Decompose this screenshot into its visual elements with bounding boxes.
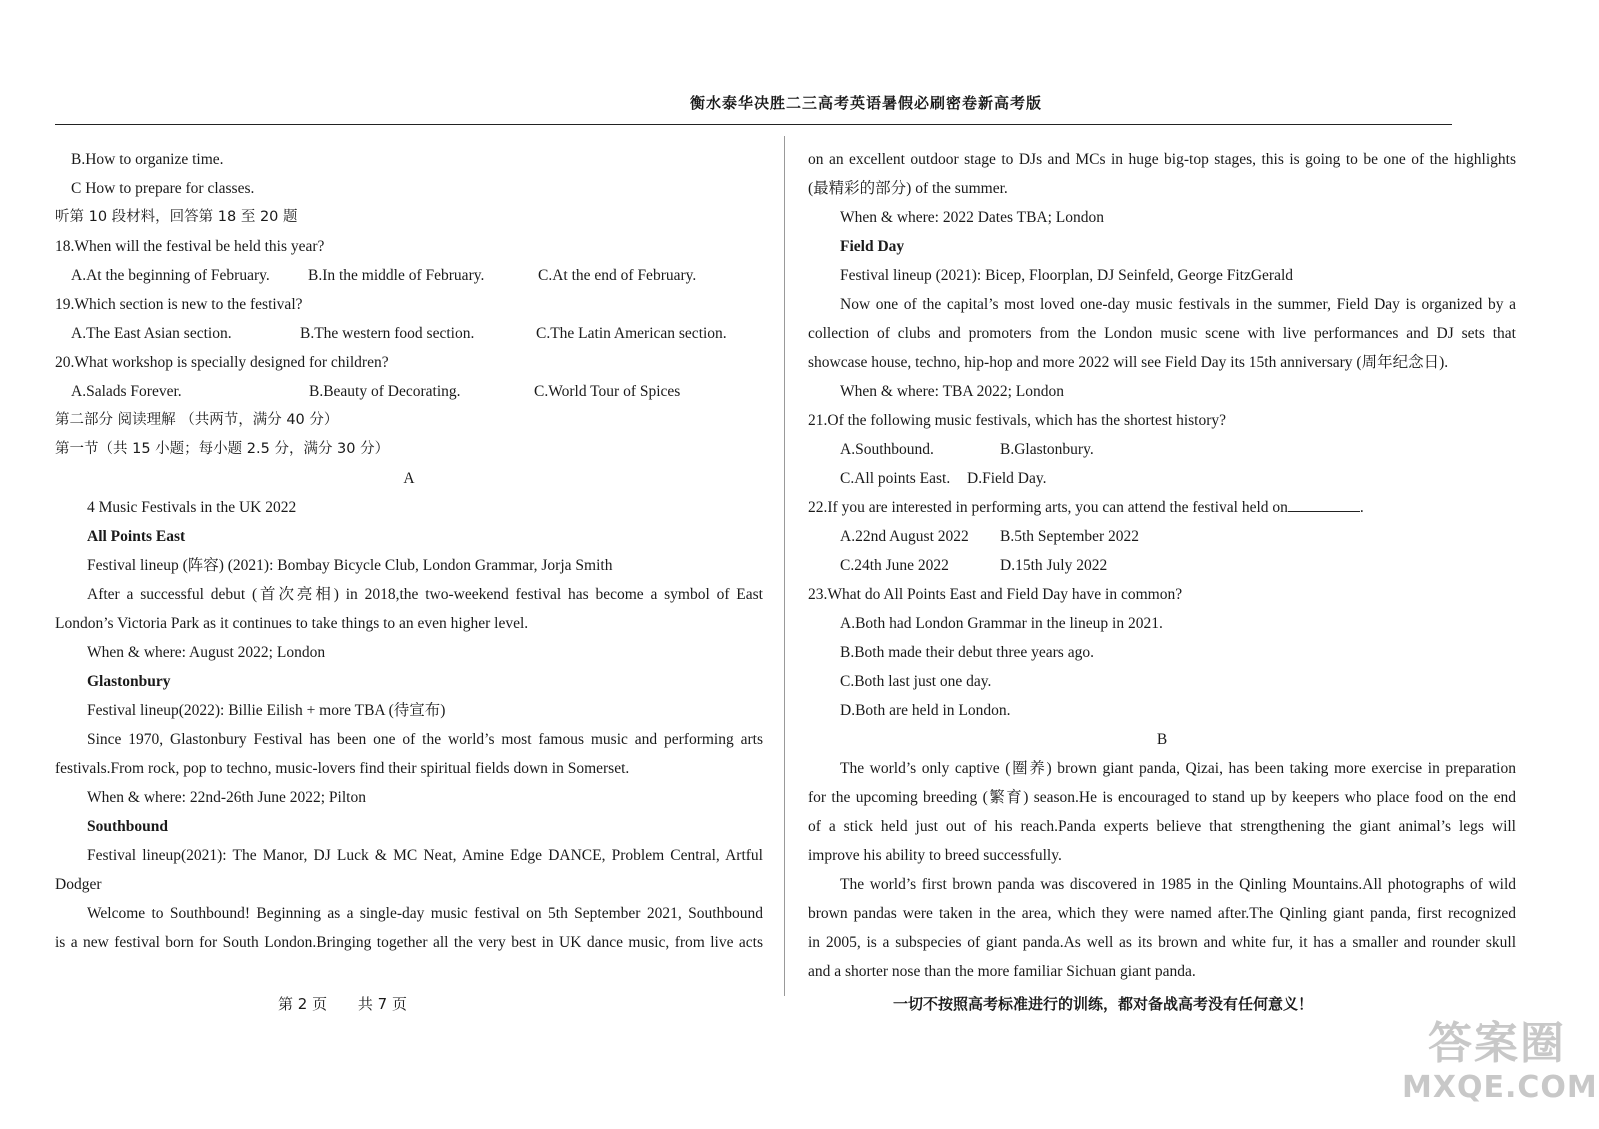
listening-instruction: 听第 10 段材料，回答第 18 至 20 题 [55, 209, 298, 225]
all-points-east-when: When & where: August 2022; London [87, 644, 326, 661]
southbound-when: When & where: 2022 Dates TBA; London [840, 209, 1105, 226]
header-divider [55, 124, 1452, 125]
southbound-text-line: (最精彩的部分) of the summer. [808, 180, 1008, 197]
q18-option-b: B.In the middle of February. [308, 267, 485, 284]
question-21-options-row-1 [808, 435, 1516, 464]
right-column [808, 145, 1516, 986]
part-two-heading: 第二部分 阅读理解 （共两节，满分 40 分） [55, 412, 339, 428]
festival-name-all-points-east: All Points East [87, 528, 186, 545]
glastonbury-text-line: Since 1970, Glastonbury Festival has been one of the world’s most famous music and performing arts [87, 731, 763, 748]
q19-option-a: A.The East Asian section. [71, 325, 232, 342]
passage-b-text-line: The world’s only captive (圈养) brown giant panda, Qizai, has been taking more exercise in preparation [840, 760, 1516, 777]
question-22-options-row-1 [808, 522, 1516, 551]
question-18: 18.When will the festival be held this year? [55, 238, 325, 255]
q21-option-b: B.Glastonbury. [1000, 441, 1094, 458]
passage-b-text-line: The world’s first brown panda was discovered in 1985 in the Qinling Mountains.All photographs of wild [840, 876, 1516, 893]
q22-option-c: C.24th June 2022 [840, 557, 949, 574]
q17-option-b: B.How to organize time. [71, 151, 224, 168]
question-22 [808, 493, 1516, 522]
question-18-options [55, 261, 763, 290]
festival-name-southbound: Southbound [87, 818, 169, 835]
q23-option-d: D.Both are held in London. [840, 702, 1011, 719]
southbound-text-line: Welcome to Southbound! Beginning as a single-day music festival on 5th September 2021, Southbound [87, 905, 763, 922]
watermark-logo-text: 答案圈 [1428, 1018, 1566, 1069]
field-day-lineup: Festival lineup (2021): Bicep, Floorplan, DJ Seinfeld, George FitzGerald [840, 267, 1294, 284]
passage-a-label: A [403, 470, 415, 487]
q21-option-c: C.All points East. [840, 470, 951, 487]
glastonbury-text-line: festivals.From rock, pop to techno, music-lovers find their spiritual fields down in Somerset. [55, 760, 630, 777]
passage-b-text-line: of a stick held just out of his reach.Panda experts believe that strengthening the giant animal’s legs will [808, 818, 1516, 835]
q23-option-b: B.Both made their debut three years ago. [840, 644, 1094, 661]
q19-option-c: C.The Latin American section. [536, 325, 727, 342]
q20-option-c: C.World Tour of Spices [534, 383, 681, 400]
southbound-lineup: Festival lineup(2021): The Manor, DJ Luck & MC Neat, Amine Edge DANCE, Problem Central, Artful [87, 847, 763, 864]
q21-option-d: D.Field Day. [967, 470, 1047, 487]
q22-option-b: B.5th September 2022 [1000, 528, 1140, 545]
all-points-east-text-line: After a successful debut (首次亮相) in 2018,the two-weekend festival has become a symbol of East [87, 586, 763, 603]
q21-option-a: A.Southbound. [840, 441, 934, 458]
question-22-end: . [1359, 499, 1364, 516]
southbound-text-line: on an excellent outdoor stage to DJs and MCs in huge big-top stages, this is going to be one of the highlights [808, 151, 1516, 168]
q20-option-a: A.Salads Forever. [71, 383, 182, 400]
question-22-options-row-2 [808, 551, 1516, 580]
question-20-options [55, 377, 763, 406]
q22-option-d: D.15th July 2022 [1000, 557, 1108, 574]
answer-blank [1288, 495, 1360, 512]
passage-b-label: B [1156, 731, 1168, 748]
question-21-options-row-2 [808, 464, 1516, 493]
passage-b-text-line: and a shorter nose than the more familiar Sichuan giant panda. [808, 963, 1196, 980]
field-day-text-line: showcase house, techno, hip-hop and more 2022 will see Field Day its 15th anniversary (周年纪念日). [808, 354, 1449, 371]
total-pages: 共 7 页 [357, 995, 407, 1013]
glastonbury-when: When & where: 22nd-26th June 2022; Pilton [87, 789, 366, 806]
q23-option-a: A.Both had London Grammar in the lineup in 2021. [840, 615, 1163, 632]
question-22-text: 22.If you are interested in performing arts, you can attend the festival held on [808, 499, 1288, 516]
passage-b-text-line: in 2005, is a subspecies of giant panda.As well as its brown and white fur, it has a smaller and rounder skull [808, 934, 1516, 951]
all-points-east-text-line: London’s Victoria Park as it continues to take things to an even higher level. [55, 615, 529, 632]
article-title: 4 Music Festivals in the UK 2022 [87, 499, 297, 516]
southbound-text-line: is a new festival born for South London.Bringing together all the very best in UK dance music, from live acts [55, 934, 763, 951]
watermark-url: MXQE.COM [1402, 1070, 1598, 1105]
passage-b-text-line: brown pandas were taken in the area, which they were named after.The Qinling giant panda, first recognized [808, 905, 1516, 922]
question-23: 23.What do All Points East and Field Day have in common? [808, 586, 1183, 603]
question-19-options [55, 319, 763, 348]
header-title: 衡水泰华决胜二三高考英语暑假必刷密卷新高考版 [690, 96, 1043, 112]
current-page: 第 2 页 [278, 995, 328, 1013]
question-19: 19.Which section is new to the festival? [55, 296, 303, 313]
q20-option-b: B.Beauty of Decorating. [309, 383, 461, 400]
left-column [55, 145, 763, 957]
q18-option-c: C.At the end of February. [538, 267, 697, 284]
festival-name-field-day: Field Day [840, 238, 905, 255]
passage-b-text-line: for the upcoming breeding (繁育) season.He is encouraged to stand up by keepers who place food on the end [808, 789, 1516, 806]
glastonbury-lineup: Festival lineup(2022): Billie Eilish + more TBA (待宣布) [87, 702, 446, 719]
all-points-east-lineup: Festival lineup (阵容) (2021): Bombay Bicycle Club, London Grammar, Jorja Smith [87, 557, 613, 574]
field-day-when: When & where: TBA 2022; London [840, 383, 1065, 400]
southbound-lineup: Dodger [55, 876, 102, 893]
footer-slogan: 一切不按照高考标准进行的训练，都对备战高考没有任何意义！ [893, 995, 1314, 1013]
passage-b-text-line: improve his ability to breed successfully. [808, 847, 1062, 864]
column-divider [784, 136, 785, 996]
question-21: 21.Of the following music festivals, which has the shortest history? [808, 412, 1227, 429]
section-one-heading: 第一节（共 15 小题；每小题 2.5 分，满分 30 分） [55, 441, 390, 457]
q19-option-b: B.The western food section. [300, 325, 475, 342]
q23-option-c: C.Both last just one day. [840, 673, 992, 690]
field-day-text-line: collection of clubs and promoters from the London music scene with live performances and DJ sets that [808, 325, 1516, 342]
question-20: 20.What workshop is specially designed for children? [55, 354, 389, 371]
q22-option-a: A.22nd August 2022 [840, 528, 969, 545]
field-day-text-line: Now one of the capital’s most loved one-day music festivals in the summer, Field Day is organized by a [840, 296, 1516, 313]
page-number [278, 993, 413, 1014]
q17-option-c: C How to prepare for classes. [71, 180, 255, 197]
festival-name-glastonbury: Glastonbury [87, 673, 171, 690]
site-watermark [1402, 1018, 1598, 1123]
q18-option-a: A.At the beginning of February. [71, 267, 270, 284]
